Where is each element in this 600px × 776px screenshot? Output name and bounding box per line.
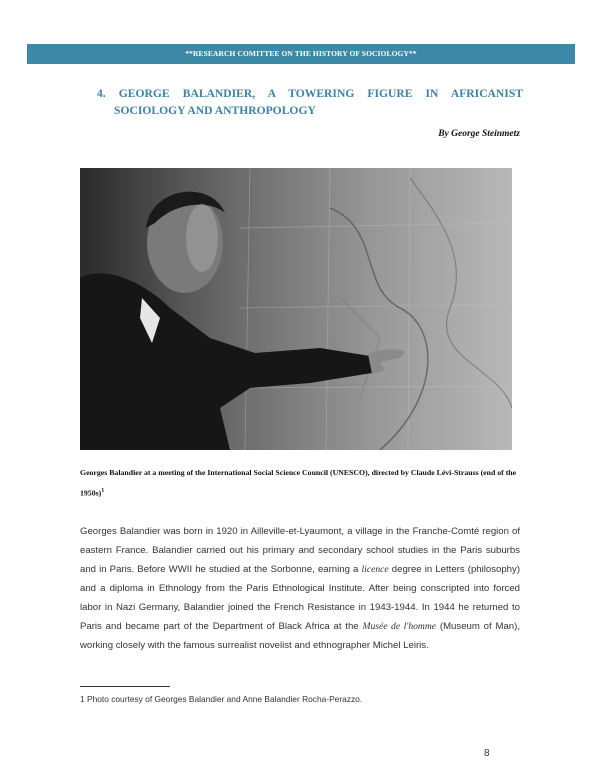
body-emphasis-musee: Musée de l'homme bbox=[362, 621, 437, 632]
photo-caption bbox=[80, 464, 520, 503]
body-text-part-3: (Museum of Man), working closely with the famous surrealist novelist and ethnographer Michel Leiris. bbox=[80, 621, 520, 651]
body-paragraph bbox=[80, 522, 520, 655]
section-banner: **RESEARCH COMITTEE ON THE HISTORY OF SOCIOLOGY** bbox=[27, 44, 575, 64]
caption-footnote-marker[interactable]: 1 bbox=[101, 488, 105, 494]
balandier-photograph bbox=[80, 168, 512, 450]
article-title bbox=[97, 85, 523, 119]
body-text-part-2: degree in Letters (philosophy) and a diploma in Ethnology from the Paris Ethnological Institute. After being conscripted into forced labor in Nazi Germany, Balandier joined the French Resistance in 1943-1944. In 1944 he returned to Paris and became part of the Department of Black Africa at the bbox=[80, 564, 521, 632]
caption-text: Georges Balandier at a meeting of the International Social Science Council (UNESCO), directed by Claude Lévi-Strauss (end of the 1950s) bbox=[80, 468, 517, 498]
body-emphasis-licence: licence bbox=[361, 564, 389, 575]
title-line-2: SOCIOLOGY AND ANTHROPOLOGY bbox=[114, 104, 316, 117]
footnote-divider bbox=[80, 686, 170, 687]
author-byline: By George Steinmetz bbox=[438, 129, 520, 139]
page-number: 8 bbox=[484, 748, 490, 759]
footnote: 1 Photo courtesy of Georges Balandier and Anne Balandier Rocha-Perazzo. bbox=[80, 694, 363, 704]
title-line-1: 4. GEORGE BALANDIER, A TOWERING FIGURE IN AFRICANIST bbox=[97, 87, 523, 100]
body-text-part-1: Georges Balandier was born in 1920 in Ailleville-et-Lyaumont, a village in the Franche-Comté region of eastern France. Balandier carried out his primary and secondary school studies in the Paris suburbs and in Paris. Before WWII he studied at the Sorbonne, earning a bbox=[80, 526, 520, 575]
